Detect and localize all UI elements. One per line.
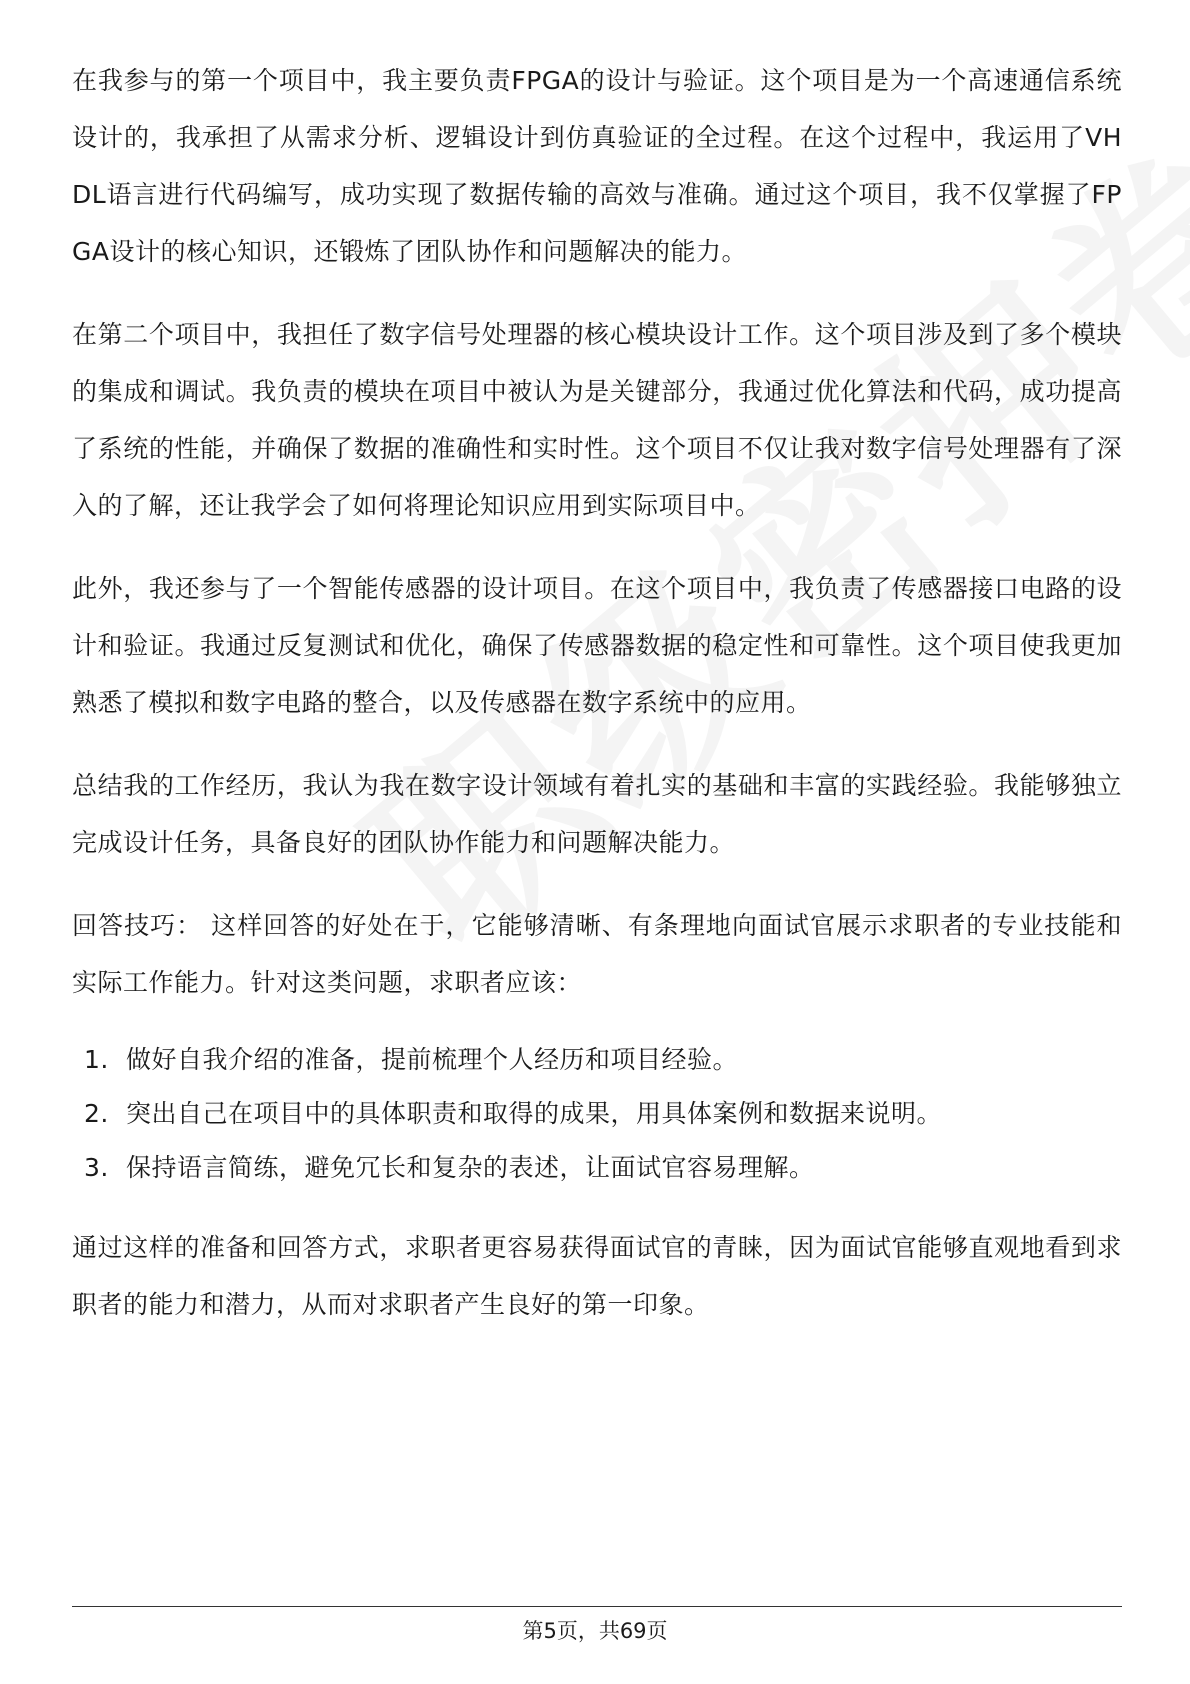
page-number: 第5页，共69页 (522, 1619, 668, 1643)
paragraph-summary: 总结我的工作经历，我认为我在数字设计领域有着扎实的基础和丰富的实践经验。我能够独立完成设计任务，具备良好的团队协作能力和问题解决能力。 (72, 771, 1122, 857)
document-body (72, 52, 1122, 1359)
list-item-text: 保持语言简练，避免冗长和复杂的表述，让面试官容易理解。 (126, 1153, 815, 1182)
paragraph-project-3: 此外，我还参与了一个智能传感器的设计项目。在这个项目中，我负责了传感器接口电路的设计和验证。我通过反复测试和优化，确保了传感器数据的稳定性和可靠性。这个项目使我更加熟悉了模拟和数字电路的整合，以及传感器在数字系统中的应用。 (72, 574, 1122, 717)
list-item-number: 1. (84, 1045, 109, 1074)
list-item (72, 1087, 1122, 1141)
list-item-text: 突出自己在项目中的具体职责和取得的成果，用具体案例和数据来说明。 (126, 1099, 943, 1128)
list-item-number: 2. (84, 1099, 109, 1128)
list-item-text: 做好自我介绍的准备，提前梳理个人经历和项目经验。 (126, 1045, 739, 1074)
tips-list (72, 1033, 1122, 1195)
list-item-number: 3. (84, 1153, 109, 1182)
paragraph-project-2: 在第二个项目中，我担任了数字信号处理器的核心模块设计工作。这个项目涉及到了多个模块的集成和调试。我负责的模块在项目中被认为是关键部分，我通过优化算法和代码，成功提高了系统的性能，并确保了数据的准确性和实时性。这个项目不仅让我对数字信号处理器有了深入的了解，还让我学会了如何将理论知识应用到实际项目中。 (72, 320, 1122, 520)
paragraph-closing: 通过这样的准备和回答方式，求职者更容易获得面试官的青睐，因为面试官能够直观地看到求职者的能力和潜力，从而对求职者产生良好的第一印象。 (72, 1233, 1122, 1319)
footer-divider (72, 1606, 1122, 1607)
list-item (72, 1141, 1122, 1195)
paragraph-project-1: 在我参与的第一个项目中，我主要负责FPGA的设计与验证。这个项目是为一个高速通信系统设计的，我承担了从需求分析、逻辑设计到仿真验证的全过程。在这个过程中，我运用了VHDL语言进行代码编写，成功实现了数据传输的高效与准确。通过这个项目，我不仅掌握了FPGA设计的核心知识，还锻炼了团队协作和问题解决的能力。 (72, 66, 1122, 266)
list-item (72, 1033, 1122, 1087)
paragraph-answer-tips: 回答技巧： 这样回答的好处在于，它能够清晰、有条理地向面试官展示求职者的专业技能和实际工作能力。针对这类问题，求职者应该： (72, 911, 1122, 997)
